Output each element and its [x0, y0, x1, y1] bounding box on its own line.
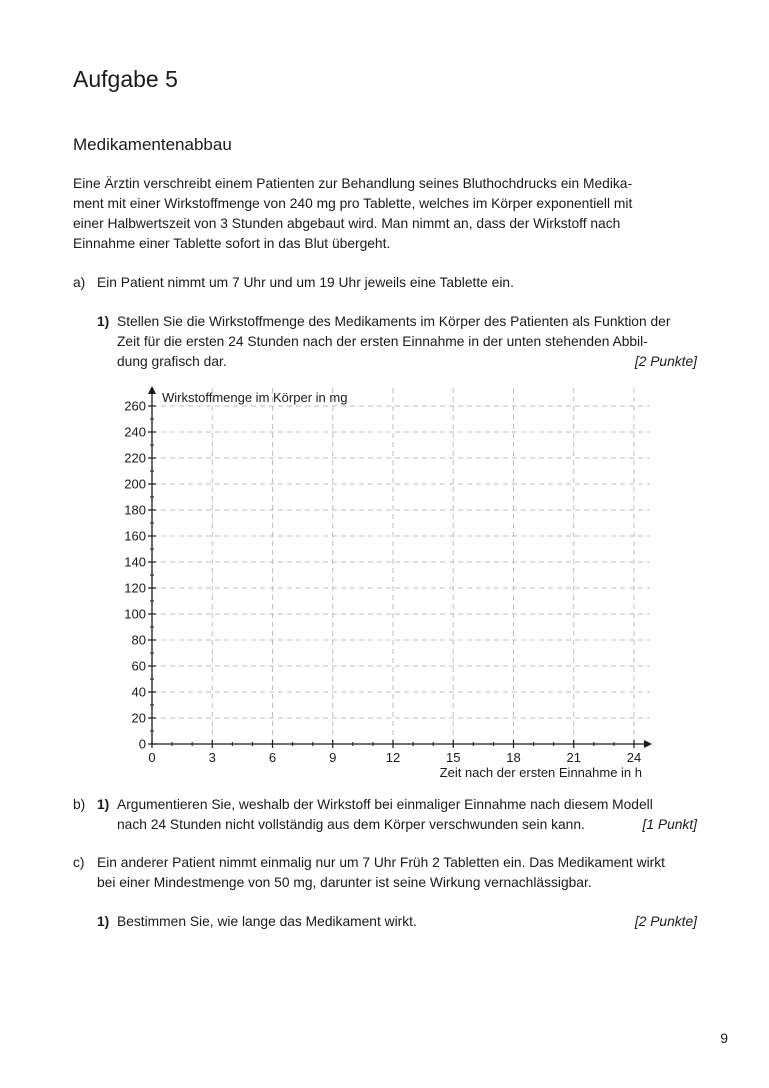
task-b1-block — [117, 795, 697, 835]
y-tick-label: 140 — [124, 554, 146, 570]
task-c-line: bei einer Mindestmenge von 50 mg, darunter ist seine Wirkung vernachlässigbar. — [97, 875, 592, 890]
y-tick-label: 260 — [124, 398, 146, 414]
x-axis-label: Zeit nach der ersten Einnahme in h — [439, 765, 642, 780]
x-tick-label: 12 — [385, 750, 401, 765]
intro-line: Eine Ärztin verschreibt einem Patienten zur Behandlung seines Bluthochdrucks ein Medika- — [73, 176, 633, 191]
y-tick-label: 20 — [131, 710, 146, 726]
y-axis-label: Wirkstoffmenge im Körper in mg — [162, 390, 348, 405]
task-a1-label: 1) — [97, 314, 110, 329]
y-tick-label: 80 — [131, 632, 146, 648]
y-tick-label: 100 — [124, 606, 146, 622]
page-number: 9 — [720, 1030, 728, 1046]
chart-grid — [152, 388, 650, 744]
task-c-label: c) — [73, 855, 85, 870]
y-tick-label: 60 — [131, 658, 146, 674]
x-axis-arrow — [644, 740, 652, 748]
chart-ticks — [124, 399, 641, 766]
intro-line: einer Halbwertszeit von 3 Stunden abgebaut wird. Man nimmt an, dass der Wirkstoff nach — [73, 216, 621, 231]
page-title: Aufgabe 5 — [73, 66, 178, 92]
intro-line: ment mit einer Wirkstoffmenge von 240 mg pro Tablette, welches im Körper exponentiell mit — [73, 196, 633, 211]
x-tick-label: 18 — [506, 750, 521, 765]
x-tick-label: 3 — [208, 750, 216, 765]
y-tick-label: 220 — [124, 450, 146, 466]
y-axis-arrow — [148, 386, 156, 394]
task-c1-label: 1) — [97, 914, 110, 929]
y-tick-label: 0 — [138, 736, 146, 752]
task-a1-points: [2 Punkte] — [634, 354, 697, 369]
task-c-line: Ein anderer Patient nimmt einmalig nur um 7 Uhr Früh 2 Tabletten ein. Das Medikament wirkt — [97, 855, 665, 870]
y-tick-label: 120 — [124, 580, 146, 596]
task-c1-block — [117, 912, 697, 932]
section-subtitle: Medikamentenabbau — [73, 135, 232, 154]
y-tick-label: 40 — [131, 684, 146, 700]
y-tick-label: 200 — [124, 476, 146, 492]
intro-line: Einnahme einer Tablette sofort in das Blut übergeht. — [73, 236, 391, 251]
y-tick-label: 180 — [124, 502, 146, 518]
task-c1-points: [2 Punkte] — [634, 914, 697, 929]
task-b1-points: [1 Punkt] — [642, 817, 697, 832]
chart-axes — [148, 386, 652, 748]
task-a-text: Ein Patient nimmt um 7 Uhr und um 19 Uhr jeweils eine Tablette ein. — [97, 275, 514, 290]
y-tick-label: 160 — [124, 528, 146, 544]
task-a1-line: Zeit für die ersten 24 Stunden nach der ersten Einnahme in der unten stehenden Abbil- — [117, 334, 648, 349]
task-b1-line: nach 24 Stunden nicht vollständig aus dem Körper verschwunden sein kann. — [117, 817, 585, 832]
task-a-label: a) — [73, 275, 86, 290]
x-tick-label: 15 — [446, 750, 461, 765]
x-tick-label: 6 — [268, 750, 277, 765]
task-c-block — [97, 853, 697, 893]
x-tick-label: 9 — [329, 750, 337, 765]
task-b-label: b) — [73, 797, 86, 812]
task-b1-label: 1) — [97, 797, 110, 812]
x-tick-label: 21 — [566, 750, 581, 765]
x-tick-label: 24 — [626, 750, 642, 765]
y-tick-label: 240 — [124, 424, 146, 440]
task-c1-text: Bestimmen Sie, wie lange das Medikament wirkt. — [117, 914, 417, 929]
x-tick-label: 0 — [148, 750, 156, 765]
task-b1-line: Argumentieren Sie, weshalb der Wirkstoff bei einmaliger Einnahme nach diesem Modell — [117, 797, 653, 812]
task-a1-line: Stellen Sie die Wirkstoffmenge des Medikaments im Körper des Patienten als Funktion der — [117, 314, 671, 329]
task-a1-line: dung grafisch dar. — [117, 354, 227, 369]
